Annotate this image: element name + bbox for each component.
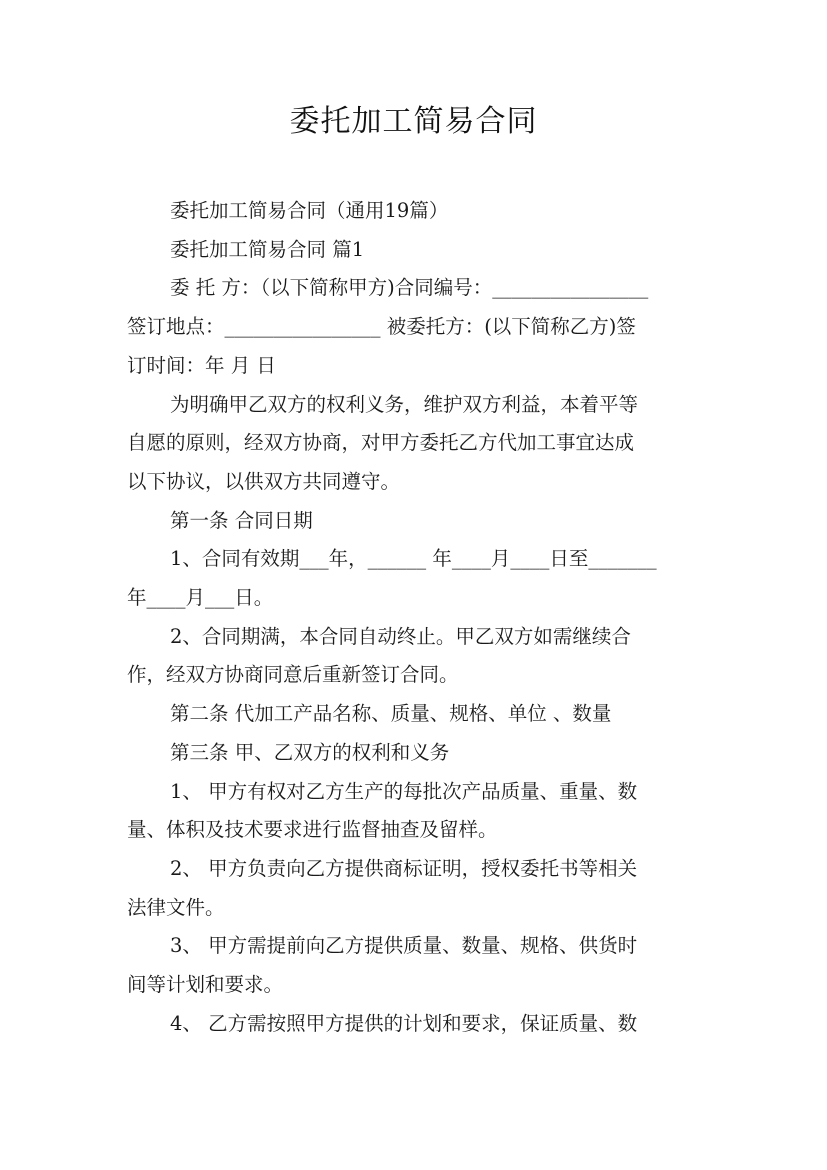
paragraph-line: 1、合同有效期___年，______ 年____月____日至_______ xyxy=(170,547,657,571)
paragraph-line: 3、 甲方需提前向乙方提供质量、数量、规格、供货时 xyxy=(170,934,638,958)
paragraph-line: 自愿的原则，经双方协商，对甲方委托乙方代加工事宜达成 xyxy=(127,431,635,455)
article-heading: 第一条 合同日期 xyxy=(170,508,313,532)
paragraph-line: 1、 甲方有权对乙方生产的每批次产品质量、重量、数 xyxy=(170,779,638,803)
article-heading: 第二条 代加工产品名称、质量、规格、单位 、数量 xyxy=(170,702,612,726)
paragraph-line: 量、体积及技术要求进行监督抽查及留样。 xyxy=(127,818,498,842)
subtitle-line: 委托加工简易合同（通用19篇） xyxy=(170,199,449,222)
document-title: 委托加工简易合同 xyxy=(289,104,538,139)
paragraph-line: 作，经双方协商同意后重新签订合同。 xyxy=(127,663,459,687)
paragraph-line: 订时间：年 月 日 xyxy=(127,353,276,377)
document-body xyxy=(127,192,702,1043)
paragraph-line: 4、 乙方需按照甲方提供的计划和要求，保证质量、数 xyxy=(170,1011,638,1035)
paragraph-line: 为明确甲乙双方的权利义务，维护双方利益，本着平等 xyxy=(170,392,639,416)
paragraph-line: 签订地点：________________ 被委托方：(以下简称乙方)签 xyxy=(127,315,636,339)
paragraph-line: 2、 甲方负责向乙方提供商标证明，授权委托书等相关 xyxy=(170,856,638,880)
paragraph-line: 间等计划和要求。 xyxy=(127,973,284,997)
paragraph-line: 年____月___日。 xyxy=(127,586,274,610)
paragraph-line: 以下协议，以供双方共同遵守。 xyxy=(127,469,401,493)
paragraph-line: 法律文件。 xyxy=(127,895,225,919)
section-heading: 委托加工简易合同 篇1 xyxy=(170,237,365,261)
article-heading: 第三条 甲、乙双方的权利和义务 xyxy=(170,740,450,764)
paragraph-line: 委 托 方：（以下简称甲方)合同编号：________________ xyxy=(170,276,649,300)
paragraph-line: 2、合同期满，本合同自动终止。甲乙双方如需继续合 xyxy=(170,624,631,648)
